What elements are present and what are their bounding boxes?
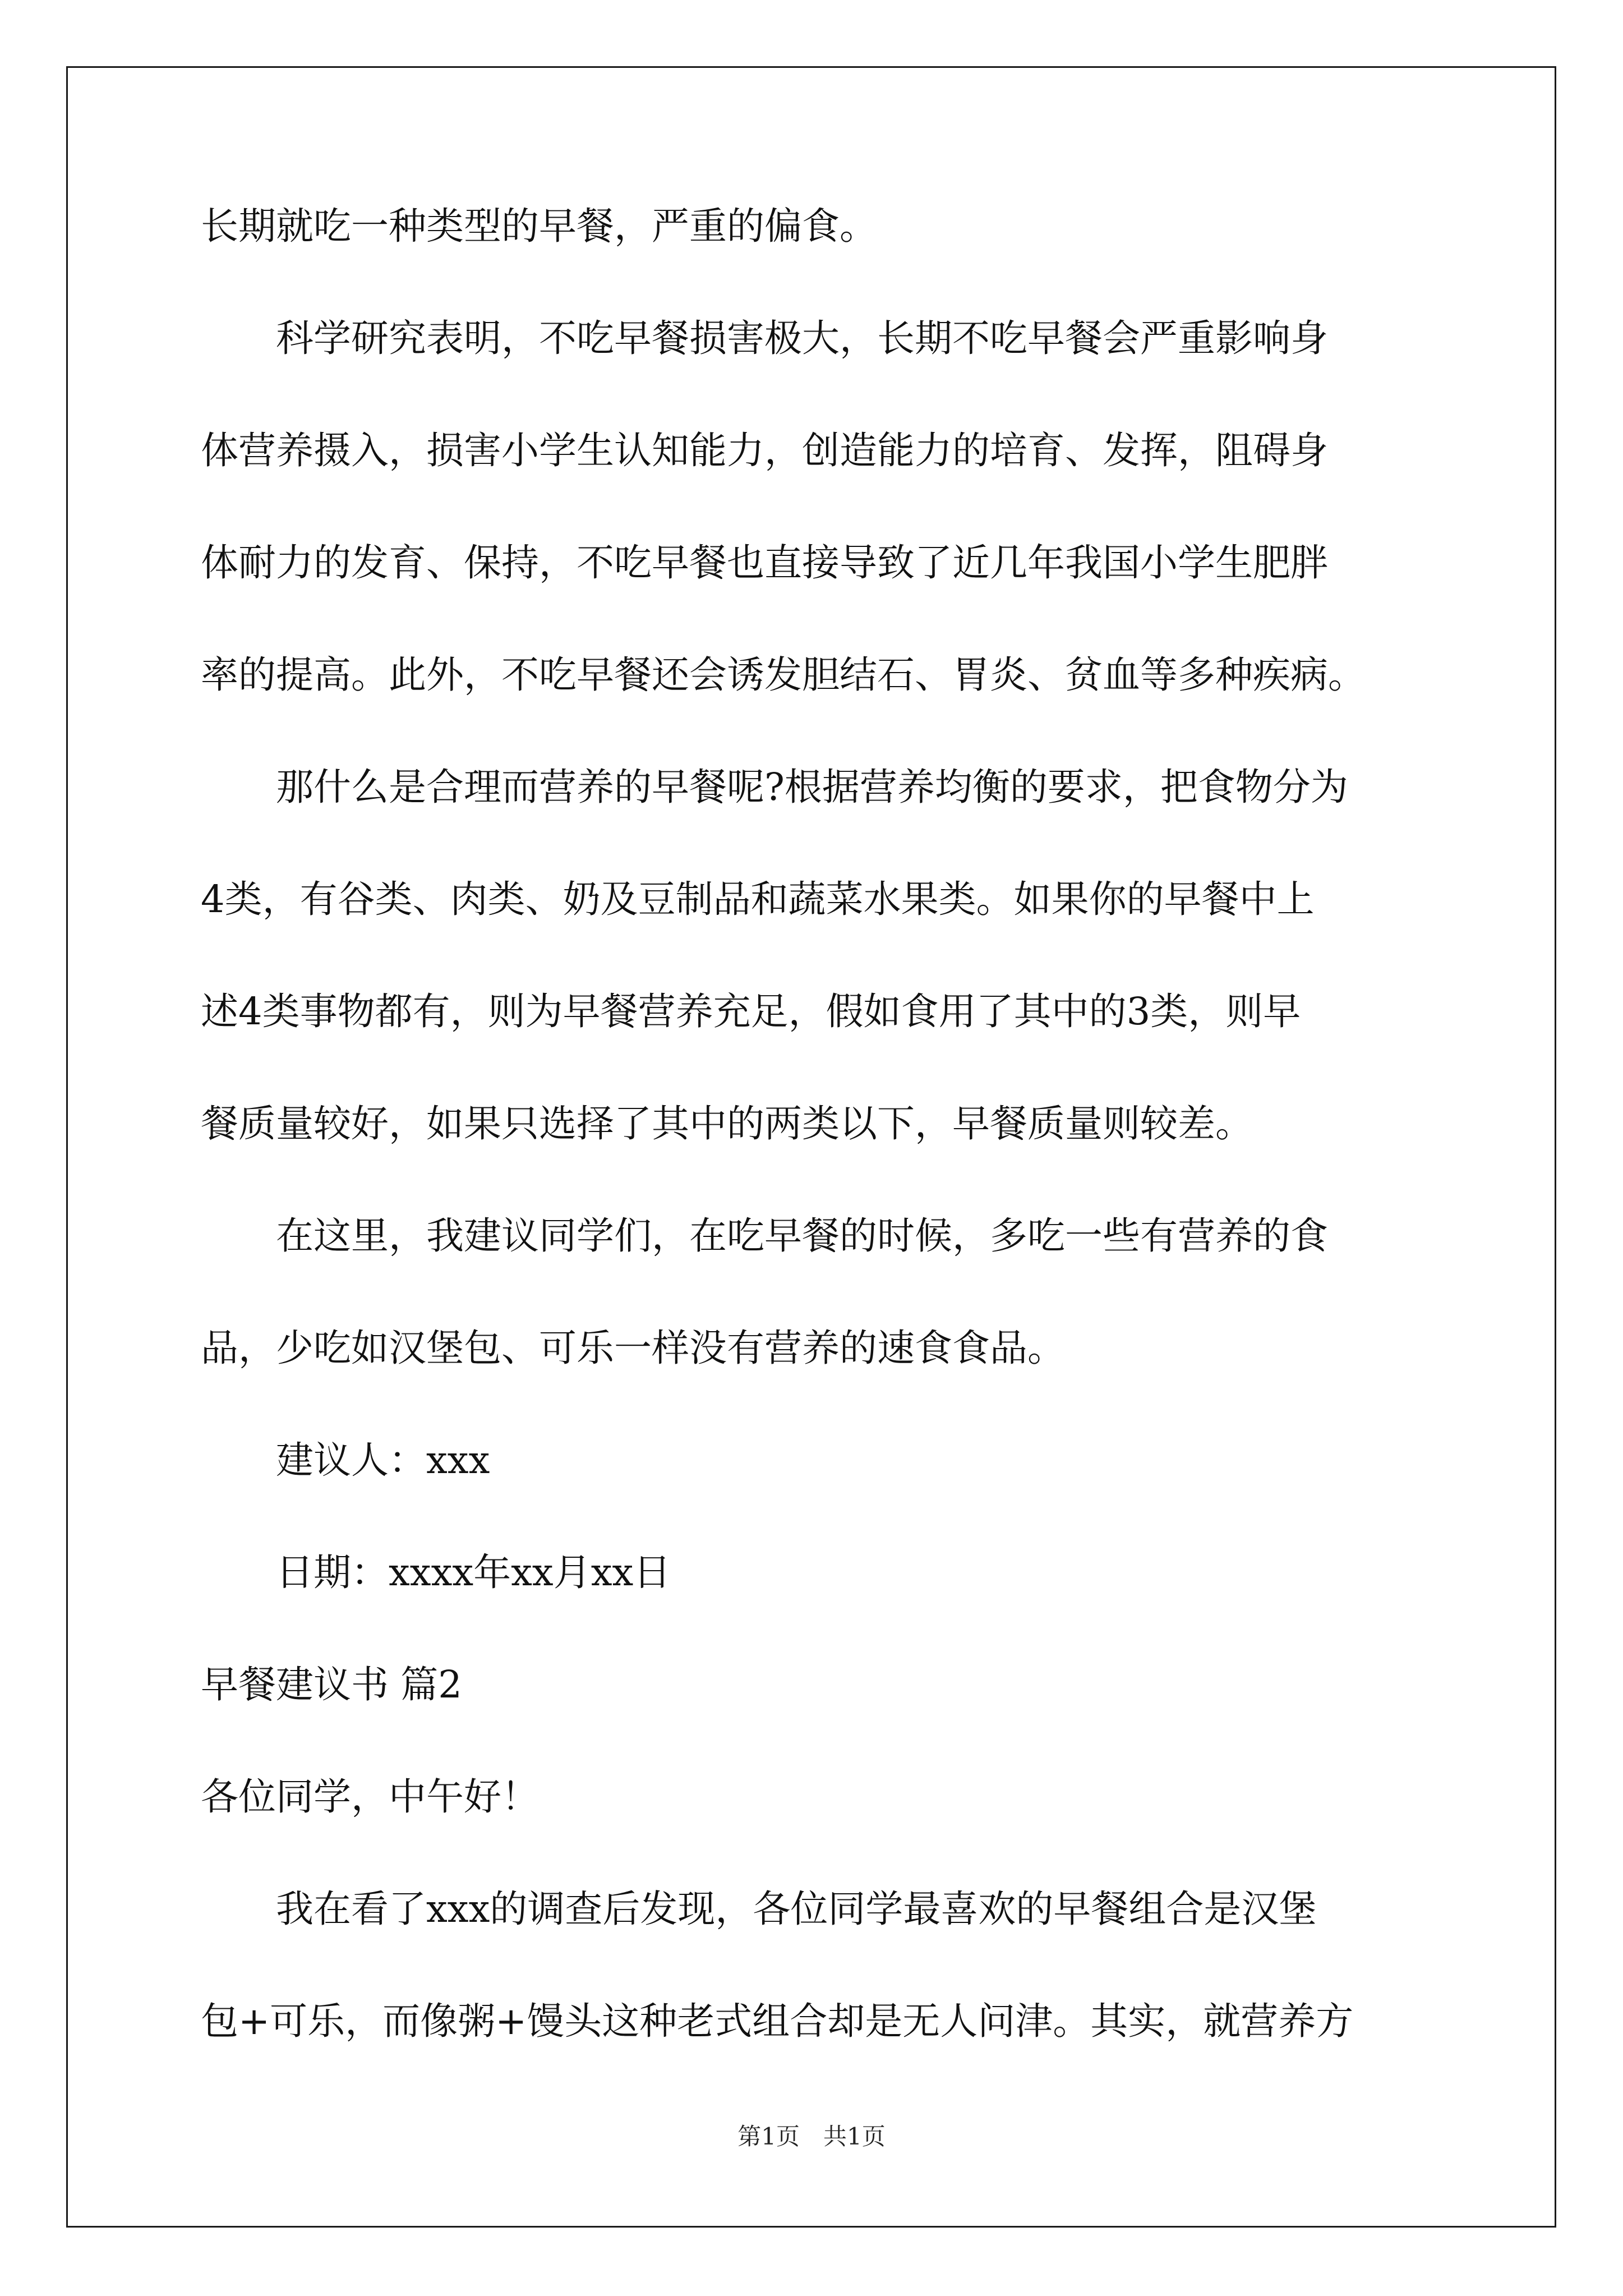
text-line: 我在看了xxx的调查后发现，各位同学最喜欢的早餐组合是汉堡 bbox=[276, 1887, 1317, 1931]
text-line: 餐质量较好，如果只选择了其中的两类以下，早餐质量则较差。 bbox=[201, 1102, 1253, 1145]
text-line: 在这里，我建议同学们，在吃早餐的时候，多吃一些有营养的食 bbox=[276, 1214, 1328, 1258]
text-line: 科学研究表明，不吃早餐损害极大，长期不吃早餐会严重影响身 bbox=[276, 316, 1328, 360]
text-line: 包+可乐，而像粥+馒头这种老式组合却是无人问津。其实，就营养方 bbox=[201, 1999, 1354, 2043]
section-heading: 早餐建议书 篇2 bbox=[201, 1663, 462, 1706]
text-line: 体耐力的发育、保持，不吃早餐也直接导致了近几年我国小学生肥胖 bbox=[201, 541, 1328, 585]
text-line: 体营养摄入，损害小学生认知能力，创造能力的培育、发挥，阻碍身 bbox=[201, 429, 1328, 472]
page-number: 第1页 共1页 bbox=[737, 2123, 886, 2150]
proposer-line: 建议人：xxx bbox=[276, 1438, 490, 1482]
document-body bbox=[201, 204, 1423, 2115]
text-line: 长期就吃一种类型的早餐，严重的偏食。 bbox=[201, 204, 877, 248]
text-line: 品，少吃如汉堡包、可乐一样没有营养的速食食品。 bbox=[201, 1326, 1065, 1370]
greeting-line: 各位同学，中午好！ bbox=[201, 1775, 539, 1819]
text-line: 述4类事物都有，则为早餐营养充足，假如食用了其中的3类，则早 bbox=[201, 990, 1301, 1033]
text-line: 4类，有谷类、肉类、奶及豆制品和蔬菜水果类。如果你的早餐中上 bbox=[201, 877, 1315, 921]
date-line: 日期：xxxx年xx月xx日 bbox=[276, 1550, 671, 1594]
text-line: 率的提高。此外，不吃早餐还会诱发胆结石、胃炎、贫血等多种疾病。 bbox=[201, 653, 1366, 697]
text-line: 那什么是合理而营养的早餐呢?根据营养均衡的要求，把食物分为 bbox=[276, 765, 1348, 809]
